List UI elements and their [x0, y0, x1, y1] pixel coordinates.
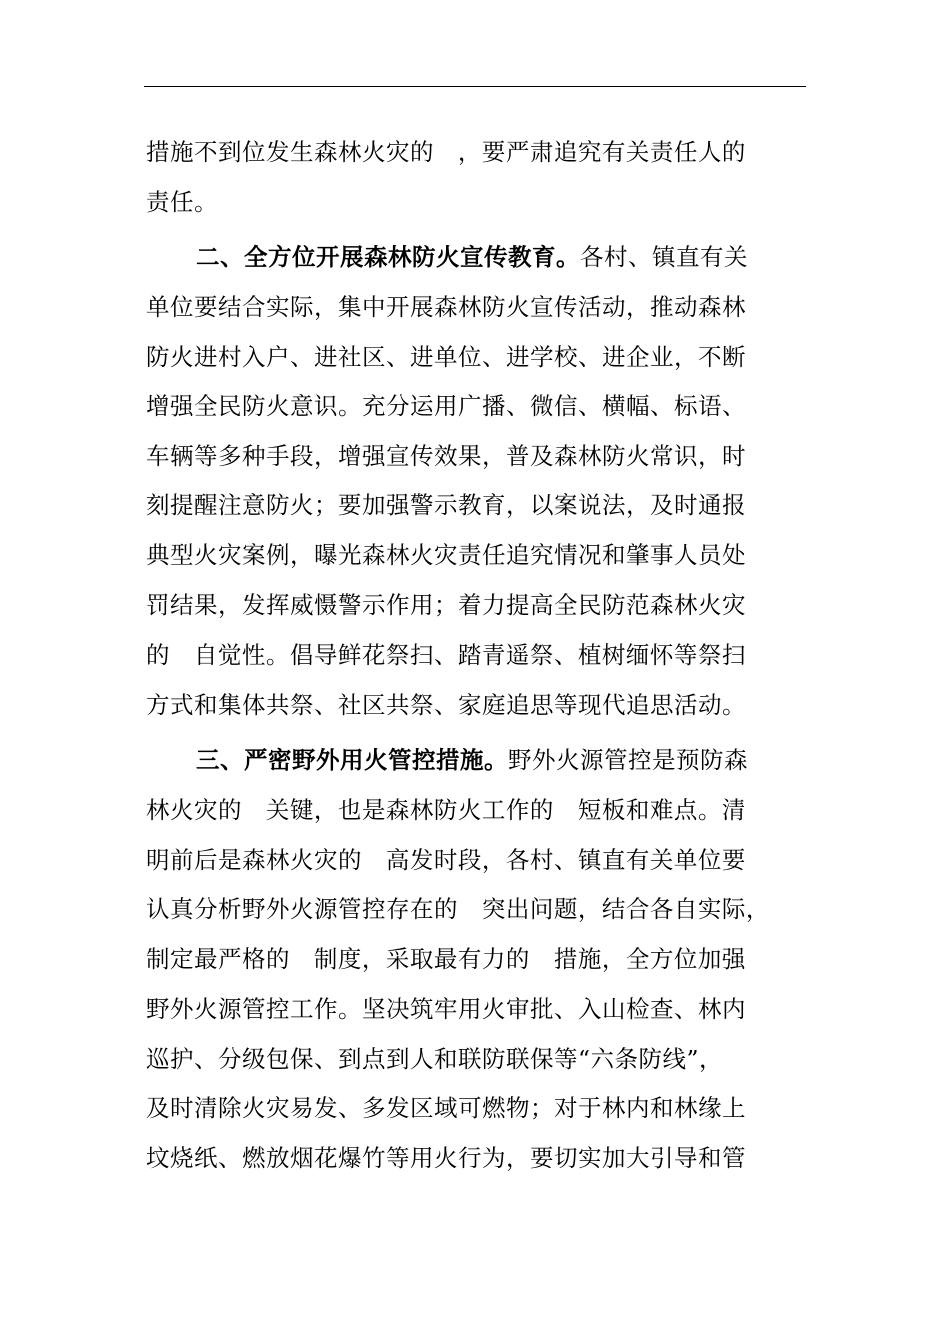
text-line: 防火进村入户、进社区、进单位、进学校、进企业，不断	[146, 343, 746, 371]
section-three-first-line-text: 野外火源管控是预防森	[508, 746, 748, 774]
text-line: 及时清除火灾易发、多发区域可燃物；对于林内和林缘上	[146, 1094, 746, 1122]
text-line: 明前后是森林火灾的 高发时段，各村、镇直有关单位要	[146, 846, 746, 874]
text-line: 野外火源管控工作。坚决筑牢用火审批、入山检查、林内	[146, 995, 746, 1023]
text-line: 车辆等多种手段，增强宣传效果，普及森林防火常识，时	[146, 442, 746, 470]
text-line: 罚结果，发挥威慑警示作用；着力提高全民防范森林火灾	[146, 591, 746, 619]
text-line: 林火灾的 关键，也是森林防火工作的 短板和难点。清	[146, 796, 746, 824]
text-line: 方式和集体共祭、社区共祭、家庭追思等现代追思活动。	[146, 691, 746, 719]
text-line: 认真分析野外火源管控存在的 突出问题，结合各自实际，	[146, 895, 770, 923]
section-two-heading: 二、全方位开展森林防火宣传教育。	[196, 243, 580, 271]
text-line: 刻提醒注意防火；要加强警示教育，以案说法，及时通报	[146, 491, 746, 519]
section-two-first-line	[196, 242, 748, 272]
text-line: 责任。	[146, 188, 218, 216]
text-line: 坟烧纸、燃放烟花爆竹等用火行为，要切实加大引导和管	[146, 1144, 746, 1172]
text-line: 制定最严格的 制度，采取最有力的 措施，全方位加强	[146, 945, 746, 973]
text-line: 措施不到位发生森林火灾的 ，要严肃追究有关责任人的	[146, 138, 746, 166]
section-three-first-line	[196, 745, 748, 775]
section-three-heading: 三、严密野外用火管控措施。	[196, 746, 508, 774]
text-line: 巡护、分级包保、到点到人和联防联保等“六条防线”，	[146, 1045, 724, 1073]
text-line: 单位要结合实际，集中开展森林防火宣传活动，推动森林	[146, 293, 746, 321]
text-line: 增强全民防火意识。充分运用广播、微信、横幅、标语、	[146, 392, 746, 420]
text-line: 典型火灾案例，曝光森林火灾责任追究情况和肇事人员处	[146, 541, 746, 569]
header-rule	[144, 86, 806, 87]
section-two-first-line-text: 各村、镇直有关	[580, 243, 748, 271]
text-line: 的 自觉性。倡导鲜花祭扫、踏青遥祭、植树缅怀等祭扫	[146, 641, 746, 669]
